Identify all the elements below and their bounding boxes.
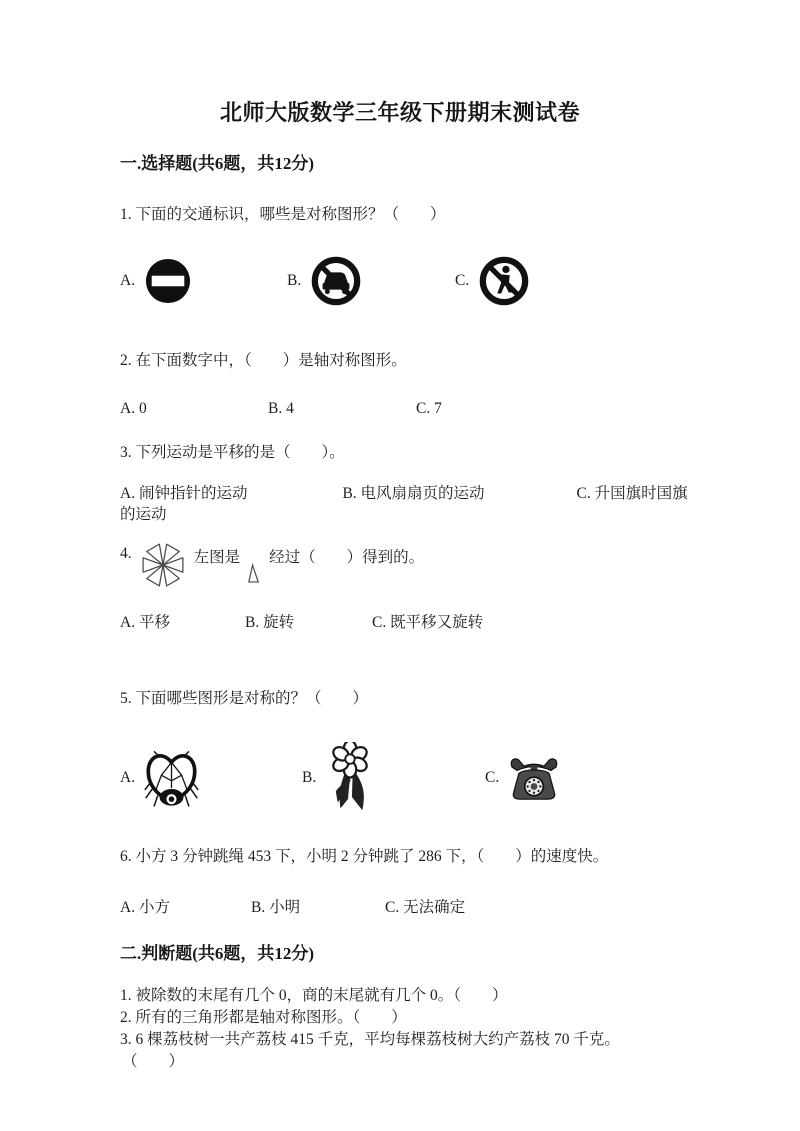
q1-option-c xyxy=(455,256,687,306)
page-content xyxy=(120,149,687,1073)
q4-option-a: A. 平移 xyxy=(120,614,170,631)
q6-option-a: A. 小方 xyxy=(120,899,170,916)
question-4-options xyxy=(120,610,687,632)
question-4-number: 4. xyxy=(120,545,132,562)
section-judge-header: 二.判断题(共6题，共12分) xyxy=(120,944,315,963)
no-pedestrians-sign-icon xyxy=(479,256,529,306)
no-entry-sign-icon xyxy=(145,258,191,304)
q5-option-b xyxy=(302,742,485,814)
rotary-telephone-image xyxy=(507,755,561,801)
q3-option-b: B. 电风扇扇页的运动 xyxy=(342,485,485,502)
q5-option-a xyxy=(120,744,302,812)
option-a-label: A. xyxy=(120,272,136,289)
question-2-options xyxy=(120,400,687,418)
judge-item-3: 3. 6 棵荔枝树一共产荔枝 415 千克，平均每棵荔枝树大约产荔枝 70 千克。 xyxy=(120,1031,620,1048)
q6-option-c: C. 无法确定 xyxy=(385,899,466,916)
question-3-options xyxy=(120,483,690,525)
question-3-text: 3. 下列运动是平移的是（ ）。 xyxy=(120,444,345,461)
q1-option-a xyxy=(120,258,287,304)
question-6-text: 6. 小方 3 分钟跳绳 453 下，小明 2 分钟跳了 286 下，（ ）的速度快。 xyxy=(120,848,609,865)
page-title: 北师大版数学三年级下册期末测试卷 xyxy=(219,100,580,125)
option-b-label: B. xyxy=(287,272,302,289)
daffodil-flower-image xyxy=(324,742,376,814)
option-b-label: B. xyxy=(302,769,317,786)
judge-item-3-answer-blank: （ ） xyxy=(122,1053,185,1070)
pinwheel-figure xyxy=(134,540,192,590)
q2-option-a: A. 0 xyxy=(120,400,147,417)
question-4-label-left: 左图是 xyxy=(193,549,241,566)
q2-option-c: C. 7 xyxy=(416,400,442,417)
q2-option-b: B. 4 xyxy=(268,400,294,417)
ladybug-image xyxy=(143,744,200,812)
option-c-label: C. xyxy=(485,769,500,786)
question-4-stem xyxy=(120,545,687,590)
option-c-label: C. xyxy=(455,272,470,289)
question-5-options xyxy=(120,742,687,814)
option-a-label: A. xyxy=(120,769,136,786)
question-1-text: 1. 下面的交通标识，哪些是对称图形？（ ） xyxy=(120,206,446,223)
judge-item-2: 2. 所有的三角形都是轴对称图形。（ ） xyxy=(120,1009,407,1026)
q3-option-a: A. 闹钟指针的运动 xyxy=(120,485,248,502)
question-5-text: 5. 下面哪些图形是对称的？（ ） xyxy=(120,690,369,707)
judge-item-1: 1. 被除数的末尾有几个 0，商的末尾就有几个 0。（ ） xyxy=(120,987,508,1004)
no-motor-vehicles-sign-icon xyxy=(311,256,361,306)
section-choice-header: 一.选择题(共6题，共12分) xyxy=(120,154,315,173)
question-4-label-right: 经过（ ）得到的。 xyxy=(269,549,425,566)
question-1-options xyxy=(120,256,687,306)
q6-option-b: B. 小明 xyxy=(251,899,301,916)
triangle-figure xyxy=(246,563,261,584)
q4-option-b: B. 旋转 xyxy=(245,614,295,631)
q1-option-b xyxy=(287,256,455,306)
question-6-options xyxy=(120,895,687,917)
q3-option-c: C. 升国旗时国旗的运动 xyxy=(120,485,688,523)
q5-option-c xyxy=(485,755,687,801)
question-2-text: 2. 在下面数字中，（ ）是轴对称图形。 xyxy=(120,352,407,369)
q4-option-c: C. 既平移又旋转 xyxy=(372,614,484,631)
